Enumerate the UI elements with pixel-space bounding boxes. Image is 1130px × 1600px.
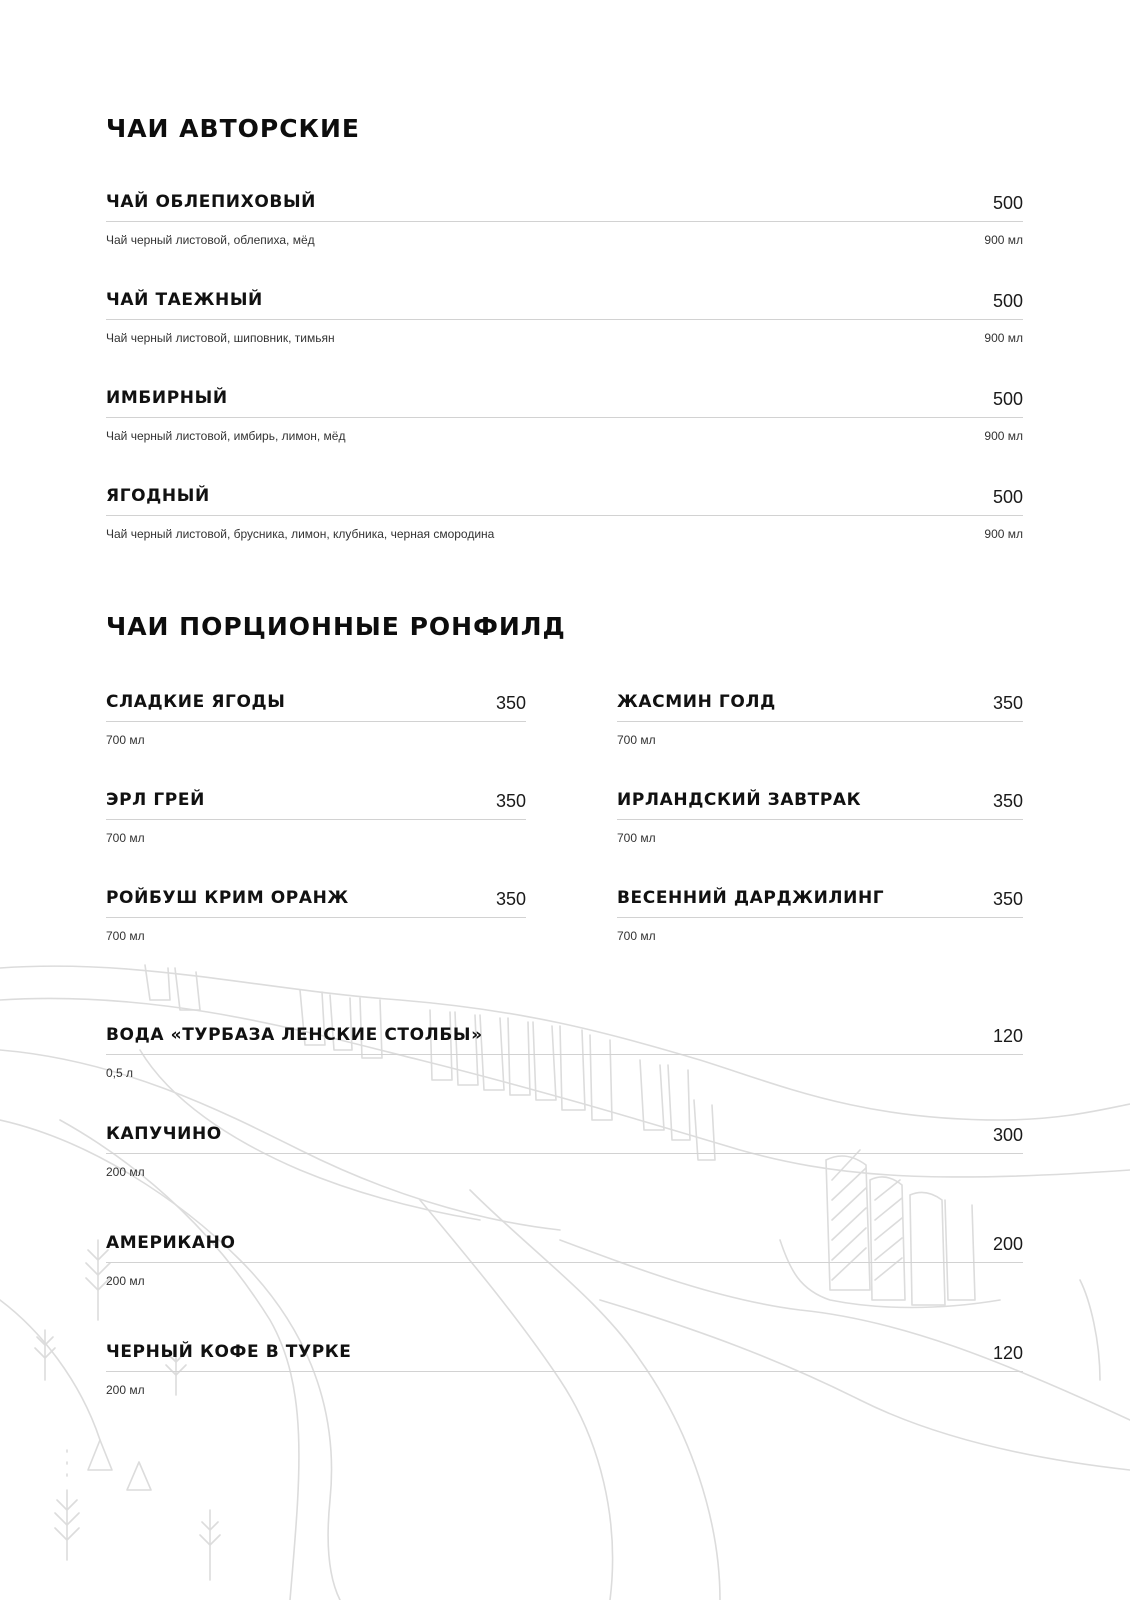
menu-item bbox=[106, 1341, 1023, 1397]
item-volume: 700 мл bbox=[617, 929, 656, 943]
menu-item bbox=[106, 789, 526, 845]
item-price: 500 bbox=[992, 389, 1023, 409]
item-price: 350 bbox=[992, 889, 1023, 909]
item-volume: 700 мл bbox=[106, 929, 145, 943]
menu-item bbox=[106, 1232, 1023, 1288]
item-price: 500 bbox=[992, 193, 1023, 213]
menu-item bbox=[106, 691, 526, 747]
item-description: Чай черный листовой, облепиха, мёд bbox=[106, 233, 315, 247]
item-volume: 700 мл bbox=[617, 733, 656, 747]
item-price: 300 bbox=[992, 1125, 1023, 1145]
item-name: КАПУЧИНО bbox=[106, 1124, 222, 1144]
menu-item bbox=[106, 289, 1023, 345]
item-name: АМЕРИКАНО bbox=[106, 1233, 236, 1253]
item-name: ЯГОДНЫЙ bbox=[106, 486, 210, 506]
item-description: Чай черный листовой, шиповник, тимьян bbox=[106, 331, 335, 345]
menu-item bbox=[106, 1024, 1023, 1080]
item-price: 350 bbox=[495, 791, 526, 811]
item-name: ИМБИРНЫЙ bbox=[106, 388, 228, 408]
menu-item bbox=[106, 387, 1023, 443]
item-name: ЧАЙ ТАЕЖНЫЙ bbox=[106, 290, 263, 310]
item-name: РОЙБУШ КРИМ ОРАНЖ bbox=[106, 888, 349, 908]
item-volume: 900 мл bbox=[984, 429, 1023, 443]
menu-item bbox=[106, 485, 1023, 541]
menu-item bbox=[106, 191, 1023, 247]
item-name: ЧЕРНЫЙ КОФЕ В ТУРКЕ bbox=[106, 1342, 352, 1362]
item-price: 350 bbox=[992, 791, 1023, 811]
item-name: ВЕСЕННИЙ ДАРДЖИЛИНГ bbox=[617, 888, 885, 908]
section-title-portion-tea: ЧАИ ПОРЦИОННЫЕ РОНФИЛД bbox=[106, 612, 566, 641]
section-title-author-tea: ЧАИ АВТОРСКИЕ bbox=[106, 114, 360, 143]
item-price: 200 bbox=[992, 1234, 1023, 1254]
menu-item bbox=[106, 1123, 1023, 1179]
item-price: 350 bbox=[495, 693, 526, 713]
item-name: СЛАДКИЕ ЯГОДЫ bbox=[106, 692, 286, 712]
menu-item bbox=[106, 887, 526, 943]
item-volume: 700 мл bbox=[106, 733, 145, 747]
item-volume: 200 мл bbox=[106, 1383, 145, 1397]
item-volume: 700 мл bbox=[106, 831, 145, 845]
item-volume: 900 мл bbox=[984, 527, 1023, 541]
item-name: ИРЛАНДСКИЙ ЗАВТРАК bbox=[617, 790, 862, 810]
item-volume: 200 мл bbox=[106, 1165, 145, 1179]
item-volume: 200 мл bbox=[106, 1274, 145, 1288]
item-price: 120 bbox=[992, 1343, 1023, 1363]
menu-item bbox=[617, 789, 1023, 845]
menu-item bbox=[617, 691, 1023, 747]
item-price: 350 bbox=[495, 889, 526, 909]
item-price: 120 bbox=[992, 1026, 1023, 1046]
item-volume: 0,5 л bbox=[106, 1066, 134, 1080]
item-description: Чай черный листовой, брусника, лимон, клубника, черная смородина bbox=[106, 527, 495, 541]
item-name: ЖАСМИН ГОЛД bbox=[617, 692, 776, 712]
item-price: 500 bbox=[992, 291, 1023, 311]
item-volume: 900 мл bbox=[984, 331, 1023, 345]
item-name: ЧАЙ ОБЛЕПИХОВЫЙ bbox=[106, 192, 316, 212]
item-price: 500 bbox=[992, 487, 1023, 507]
menu-item bbox=[617, 887, 1023, 943]
item-price: 350 bbox=[992, 693, 1023, 713]
item-name: ВОДА «ТУРБАЗА ЛЕНСКИЕ СТОЛБЫ» bbox=[106, 1025, 483, 1045]
item-description: Чай черный листовой, имбирь, лимон, мёд bbox=[106, 429, 346, 443]
item-volume: 900 мл bbox=[984, 233, 1023, 247]
item-name: ЭРЛ ГРЕЙ bbox=[106, 790, 205, 810]
item-volume: 700 мл bbox=[617, 831, 656, 845]
